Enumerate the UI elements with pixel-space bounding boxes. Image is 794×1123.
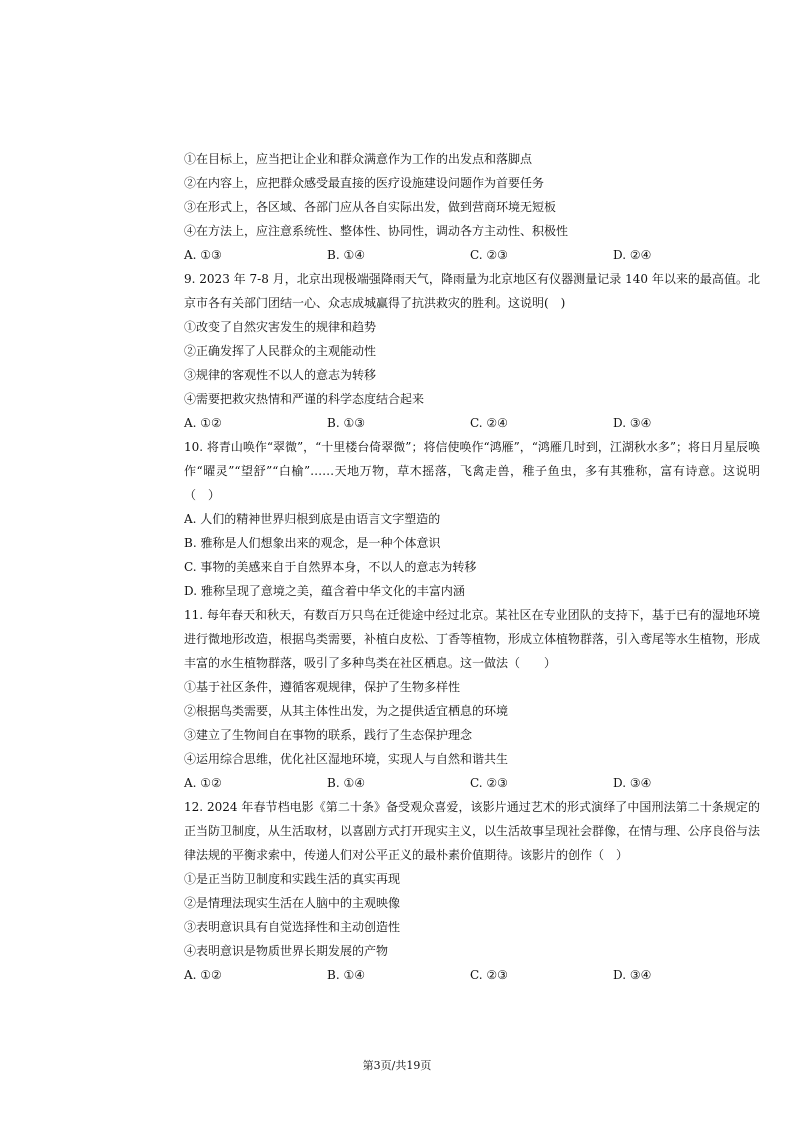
q9-answer-a: A. ①②	[184, 416, 222, 430]
q12-option-4: ④表明意识是物质世界长期发展的产物	[184, 944, 389, 958]
q8-answer-b: B. ①④	[327, 248, 365, 262]
q12-option-1: ①是正当防卫制度和实践生活的真实再现	[184, 872, 401, 886]
q11-answer-c: C. ②③	[470, 776, 508, 790]
q9-answer-b: B. ①③	[327, 416, 365, 430]
q8-answer-a: A. ①③	[184, 248, 222, 262]
q12-option-3: ③表明意识具有自觉选择性和主动创造性	[184, 920, 401, 934]
q11-option-4: ④运用综合思维，优化社区湿地环境，实现人与自然和谐共生	[184, 752, 509, 766]
question-10	[184, 435, 760, 603]
q9-answer-d: D. ③④	[613, 416, 652, 430]
q10-option-d: D. 雅称呈现了意境之美，蕴含着中华文化的丰富内涵	[184, 584, 465, 598]
q11-answer-a: A. ①②	[184, 776, 222, 790]
q9-option-3: ③规律的客观性不以人的意志为转移	[184, 368, 377, 382]
q9-option-2: ②正确发挥了人民群众的主观能动性	[184, 344, 377, 358]
page-content	[184, 147, 760, 987]
q8-answer-choices	[184, 243, 760, 267]
q12-stem: 12. 2024 年春节档电影《第二十条》备受观众喜爱，该影片通过艺术的形式演绎了中国刑法第二十条规定的正当防卫制度，从生活取材，以喜剧方式打开现实主义，以生活故事呈现社会群像，在情与理、公序良俗与法律法规的平衡求索中，传递人们对公平正义的最朴素价值期待。该影片的创作（ ）	[184, 800, 761, 862]
q9-stem: 9. 2023 年 7-8 月，北京出现极端强降雨天气，降雨量为北京地区有仪器测量记录 140 年以来的最高值。北京市各有关部门团结一心、众志成城赢得了抗洪救灾的胜利。这说明( )	[184, 272, 760, 310]
q11-option-3: ③建立了生物间自在事物的联系，践行了生态保护理念	[184, 728, 473, 742]
q8-answer-c: C. ②③	[470, 248, 508, 262]
q11-answer-choices	[184, 771, 760, 795]
q12-answer-choices	[184, 963, 760, 987]
question-12	[184, 795, 760, 987]
q10-stem: 10. 将青山唤作“翠微”，“十里楼台倚翠微”；将信使唤作“鸿雁”，“鸿雁几时到，江湖秋水多”；将日月星辰唤作“曜灵”“望舒”“白榆”……天地万物，草木摇落，飞禽走兽，稚子鱼虫，多有其雅称，富有诗意。这说明（ ）	[184, 440, 760, 502]
q10-option-c: C. 事物的美感来自于自然界本身，不以人的意志为转移	[184, 560, 477, 574]
q9-option-1: ①改变了自然灾害发生的规律和趋势	[184, 320, 377, 334]
question-8	[184, 147, 760, 267]
page-number: 第3页/共19页	[362, 1059, 432, 1072]
q12-answer-d: D. ③④	[613, 968, 652, 982]
q10-option-b: B. 雅称是人们想象出来的观念，是一种个体意识	[184, 536, 441, 550]
q12-answer-b: B. ①④	[327, 968, 365, 982]
q8-option-2: ②在内容上，应把群众感受最直接的医疗设施建设问题作为首要任务	[184, 176, 545, 190]
q11-answer-d: D. ③④	[613, 776, 652, 790]
q11-option-1: ①基于社区条件，遵循客观规律，保护了生物多样性	[184, 680, 461, 694]
q11-option-2: ②根据鸟类需要，从其主体性出发，为之提供适宜栖息的环境	[184, 704, 509, 718]
q8-answer-d: D. ②④	[613, 248, 652, 262]
question-9	[184, 267, 760, 435]
q10-option-a: A. 人们的精神世界归根到底是由语言文字塑造的	[184, 512, 441, 526]
question-11	[184, 603, 760, 795]
q9-option-4: ④需要把救灾热情和严谨的科学态度结合起来	[184, 392, 425, 406]
q8-option-1: ①在目标上，应当把让企业和群众满意作为工作的出发点和落脚点	[184, 152, 533, 166]
q8-option-4: ④在方法上，应注意系统性、整体性、协同性，调动各方主动性、积极性	[184, 224, 569, 238]
q12-answer-a: A. ①②	[184, 968, 222, 982]
q9-answer-choices	[184, 411, 760, 435]
q12-answer-c: C. ②③	[470, 968, 508, 982]
q11-answer-b: B. ①④	[327, 776, 365, 790]
q8-option-3: ③在形式上，各区域、各部门应从各自实际出发，做到营商环境无短板	[184, 200, 557, 214]
q9-answer-c: C. ②④	[470, 416, 508, 430]
q12-option-2: ②是情理法现实生活在人脑中的主观映像	[184, 896, 401, 910]
q11-stem: 11. 每年春天和秋天，有数百万只鸟在迁徙途中经过北京。某社区在专业团队的支持下，基于已有的湿地环境进行微地形改造，根据鸟类需要，补植白皮松、丁香等植物，形成立体植物群落，引入鸢尾等水生植物，形成丰富的水生植物群落，吸引了多种鸟类在社区栖息。这一做法（ ）	[184, 608, 761, 670]
